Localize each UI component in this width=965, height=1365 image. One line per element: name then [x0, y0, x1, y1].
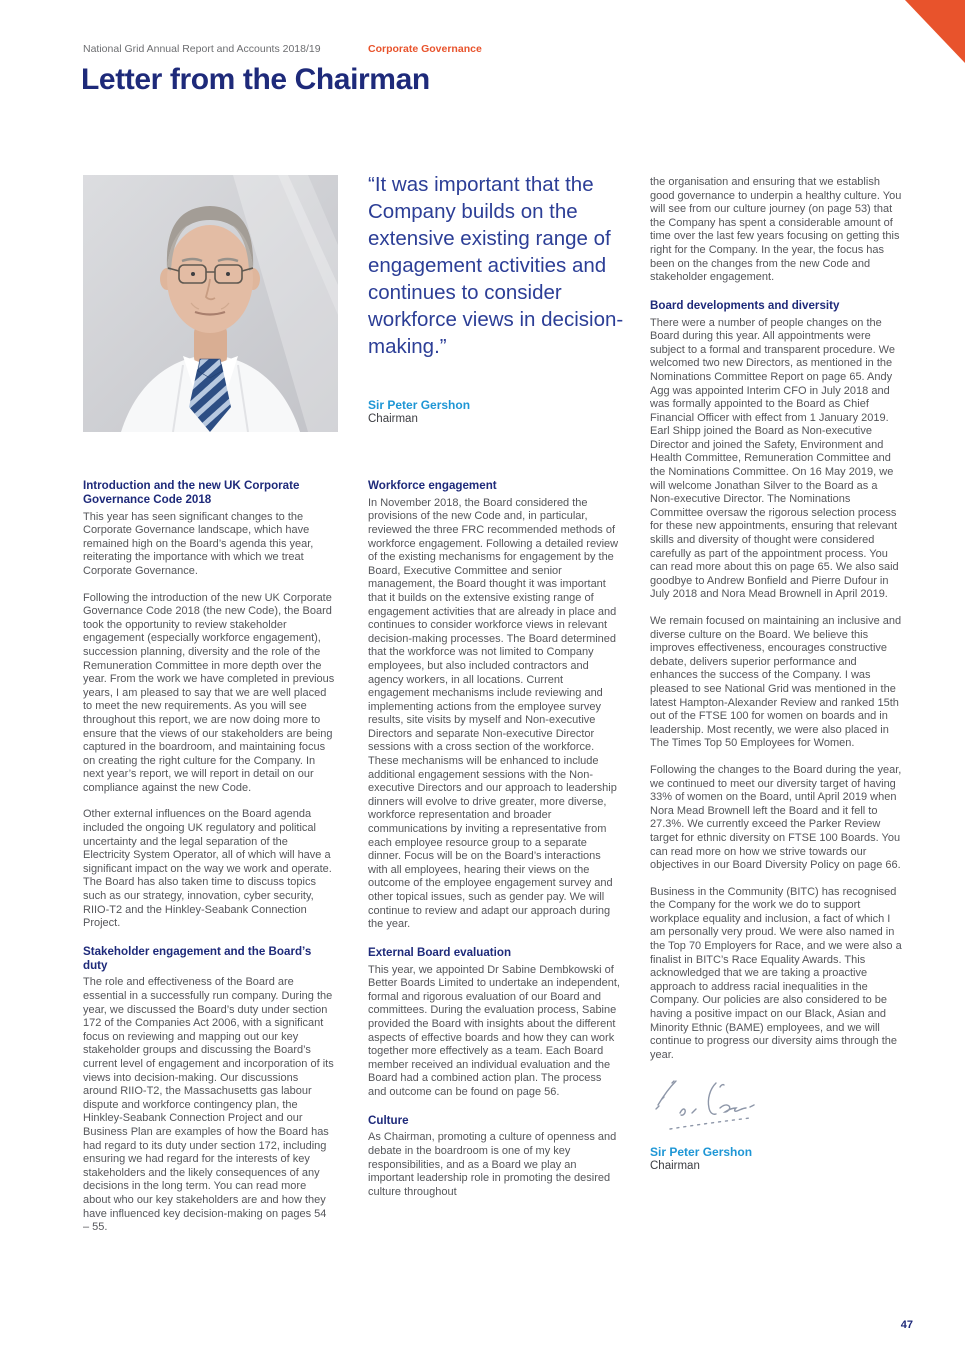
paragraph: The role and effectiveness of the Board are essential in a successfully run company. During the year, we discussed the Board’s duty under section 172 of the Companies Act 2006, with a significant focus on reviewing and mapping out our key stakeholder groups and discussing the Board’s current level of engagement and incorporation of its views into decision-making. Our discussions around RIIO-T2, the Massachusetts gas labour dispute and workforce contingency plan, the Hinkley-Seabank Connection Project and our Business Plan are examples of how the Board has had regard to its duty under section 172, including ensuring we had regard for the interests of key stakeholders and the likely consequences of any decisions in the long term. You can read more about who our key stakeholders are and how they have influenced key decision-making on pages 54 – 55.: [83, 976, 334, 1234]
section-label: Corporate Governance: [368, 43, 482, 55]
paragraph: Business in the Community (BITC) has recognised the Company for the work we do to support workplace equality and inclusion, a fact of which I am personally very proud. We were also named in the Top 70 Employers for Race, and we were also a finalist in BITC’s Race Equality Awards. This acknowledged that we are taking a proactive approach to address racial inequalities in the Company. Our policies are also considered to be having a positive impact on our Black, Asian and Minority Ethnic (BAME) employees, and we will continue to progress our diversity aims through the year.: [650, 885, 902, 1061]
heading-board-developments: Board developments and diversity: [650, 298, 840, 312]
paragraph: Following the changes to the Board during the year, we continued to meet our diversity target of having 33% of women on the Board, until April 2019 when Nora Mead Brownell left the Board and it fell to 27.3%. We currently exceed the Parker Review target for ethnic diversity on FTSE 100 Boards. You can read more on how we strive towards our objectives in our Board Diversity Policy on page 66.: [650, 763, 902, 872]
signature-role: Chairman: [650, 1160, 700, 1173]
page-title: Letter from the Chairman: [81, 63, 430, 96]
portrait-image: [83, 175, 338, 432]
right-column: [650, 176, 902, 1173]
heading-stakeholder-engagement: Stakeholder engagement and the Board’s duty: [83, 944, 312, 972]
middle-column: [368, 479, 620, 1212]
chairman-portrait-photo: [83, 175, 338, 432]
paragraph: This year has seen significant changes to the Corporate Governance landscape, which have remained high on the Board’s agenda this year, reiterating the importance with which we treat Corporate Governance.: [83, 510, 314, 577]
paragraph: Following the introduction of the new UK Corporate Governance Code 2018 (the new Code), the Board took the opportunity to review stakeholder engagement (especially workforce engagement), succession planning, diversity and the role of the Remuneration Committee in more depth over the year. From the work we have completed in previous years, I am pleased to say that we are well placed to meet the new requirements. As you will see throughout this report, we are now doing more to ensure that the views of our stakeholders are being captured in the boardroom, and maintaining focus on creating the right culture for the Company. In next year’s report, we will report in detail on our compliance against the new Code.: [83, 591, 335, 794]
paragraph: As Chairman, promoting a culture of openness and debate in the boardroom is one of my key responsibilities, and as a Board we play an important leadership role in promoting the desired culture throughout: [368, 1131, 617, 1198]
heading-culture: Culture: [368, 1113, 409, 1127]
heading-workforce-engagement: Workforce engagement: [368, 479, 497, 492]
signature-name: Sir Peter Gershon: [650, 1145, 753, 1160]
quote-author-role: Chairman: [368, 413, 418, 425]
paragraph: We remain focused on maintaining an inclusive and diverse culture on the Board. We believe this improves effectiveness, encourages constructive debate, delivers superior performance and enhances the success of the Company. I was pleased to see National Grid was mentioned in the latest Hampton-Alexander Review and ranked 15th out of the FTSE 100 for women on boards and in leadership. Most recently, we were also placed in The Times Top 50 Employees for Women.: [650, 615, 902, 750]
pull-quote: “It was important that the Company builds on the extensive existing range of engagement activities and continues to consider workforce views in decision-making.”: [368, 173, 624, 358]
paragraph: Other external influences on the Board agenda included the ongoing UK regulatory and political uncertainty and the legal separation of the Electricity System Operator, all of which will have a significant impact on the way we work and operate. The Board has also taken time to discuss topics such as our strategy, innovation, cyber security, RIIO-T2 and the Hinkley-Seabank Connection Project.: [83, 808, 332, 930]
corner-triangle-decoration: [905, 0, 965, 63]
signature-block: [650, 1075, 902, 1173]
paragraph: There were a number of people changes on the Board during this year. All appointments were subject to a formal and transparent procedure. We welcomed two new Directors, as mentioned in the Nominations Committee Report on page 65. Andy Agg was appointed Interim CFO in July 2018 and was formally appointed to the Board as Chief Financial Officer with effect from 1 January 2019. Earl Shipp joined the Board as Non-executive Director and joined the Safety, Environment and Health Committee, Remuneration Committee and the Nominations Committee. On 16 May 2019, we will welcome Jonathan Silver to the Board as a Non-executive Director. The Nominations Committee oversaw the rigorous selection process for these new appointments, ensuring that relevant skills and diversity of thought were considered carefully as part of the appointment process. You can read more about this on page 65. We also said goodbye to Andrew Bonfield and Pierre Dufour in July 2018 and Nora Mead Brownell in April 2019.: [650, 316, 899, 601]
report-header: National Grid Annual Report and Accounts 2018/19: [83, 43, 321, 55]
heading-introduction: Introduction and the new UK Corporate Governance Code 2018: [83, 479, 300, 506]
quote-author-name: Sir Peter Gershon: [368, 398, 471, 412]
paragraph: In November 2018, the Board considered the provisions of the new Code and, in particular, reviewed the three FRC recommended methods of workforce engagement. Following a detailed review of the existing mechanisms for engagement by the Board, Executive Committee and senior management, the Board thought it was important that it builds on the extensive existing range of engagement activities that are already in place and continues to consider workforce views in relevant decision-making processes. The Board determined that the workforce was not limited to Company employees, but also included contractors and agency workers, in all locations. Current engagement mechanisms include reviewing and implementing actions from the employee survey results, site visits by myself and Non-executive Directors and separate Non-executive Director sessions with a cross section of the workforce. These mechanisms will be enhanced to include additional engagement sessions with the Non-executive Directors and our approach to leadership dinners will evolve to drive greater, more diverse, workforce representation and broader communications by inviting a representative from each employee resource group to a separate dinner. Focus will be on the Board’s interactions with all employees, hearing their views on the outcome of the employee engagement survey and other topical issues, such as gender pay. We will continue to review and adapt our approach during the year.: [368, 496, 619, 931]
heading-external-board-evaluation: External Board evaluation: [368, 945, 512, 959]
quote-byline: [368, 398, 470, 426]
left-column: [83, 479, 335, 1248]
paragraph: This year, we appointed Dr Sabine Dembkowski of Better Boards Limited to undertake an independent, formal and rigorous evaluation of our Board and committees. During the evaluation process, Sabine provided the Board with insights about the different aspects of effective boards and how they can work together more effectively as a team. Each Board member received an individual evaluation and the Board had a combined action plan. The process and outcome can be found on page 56.: [368, 963, 620, 1098]
signature-image: [650, 1075, 830, 1137]
paragraph: the organisation and ensuring that we establish good governance to underpin a healthy culture. You will see from our culture journey (on page 53) that the Company has spent a considerable amount of time over the last few years focusing on getting this right for the Company. In the year, the focus has been on the changes from the new Code and stakeholder engagement.: [650, 176, 902, 284]
page-number: 47: [900, 1319, 913, 1331]
